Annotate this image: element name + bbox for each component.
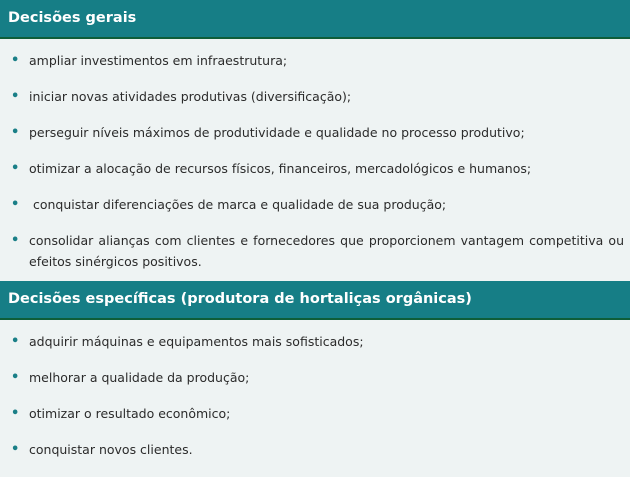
list-item: [9, 367, 624, 388]
list-item: [9, 331, 624, 352]
list-item: [9, 194, 624, 215]
bullet-icon: •: [11, 161, 20, 176]
bullet-icon: •: [11, 125, 20, 140]
list-item-text: adquirir máquinas e equipamentos mais sofisticados;: [29, 334, 364, 349]
list-item-text: perseguir níveis máximos de produtividade e qualidade no processo produtivo;: [29, 125, 525, 140]
section-body-general-decisions: [0, 39, 630, 281]
list-item: [9, 50, 624, 71]
list-item: [9, 403, 624, 424]
bullet-icon: •: [11, 197, 20, 212]
list-item-text: consolidar alianças com clientes e fornecedores que proporcionem vantagem competitiva ou efeitos sinérgicos positivos.: [29, 233, 624, 269]
bullet-icon: •: [11, 334, 20, 349]
list-item-text: melhorar a qualidade da produção;: [29, 370, 250, 385]
list-item: [9, 158, 624, 179]
bullet-icon: •: [11, 370, 20, 385]
list-item-text: conquistar novos clientes.: [29, 442, 193, 457]
bullet-icon: •: [11, 53, 20, 68]
section-header-general-decisions: [0, 0, 630, 39]
list-item: [9, 439, 624, 460]
list-item: [9, 230, 624, 272]
list-item-text: otimizar o resultado econômico;: [29, 406, 231, 421]
bullet-icon: •: [11, 89, 20, 104]
list-item: [9, 122, 624, 143]
section-header-specific-decisions: [0, 281, 630, 320]
bullet-icon: •: [11, 442, 20, 457]
bullet-icon: •: [11, 233, 20, 248]
section-body-specific-decisions: [0, 320, 630, 477]
section-title: Decisões gerais: [8, 10, 137, 26]
bullet-icon: •: [11, 406, 20, 421]
list-item-text: otimizar a alocação de recursos físicos, financeiros, mercadológicos e humanos;: [29, 161, 532, 176]
list-item: [9, 86, 624, 107]
decision-list: [9, 331, 624, 460]
list-item-text: conquistar diferenciações de marca e qualidade de sua produção;: [29, 197, 447, 212]
list-item-text: ampliar investimentos em infraestrutura;: [29, 53, 288, 68]
section-title: Decisões específicas (produtora de hortaliças orgânicas): [8, 291, 472, 307]
list-item-text: iniciar novas atividades produtivas (diversificação);: [29, 89, 352, 104]
decision-list: [9, 50, 624, 272]
